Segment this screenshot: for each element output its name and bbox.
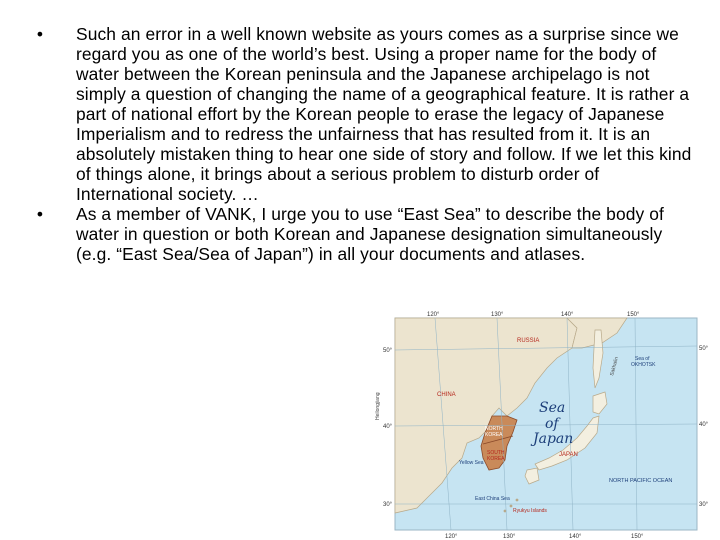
country-label: CHINA [437,392,456,398]
tick-label: 40° [383,424,393,430]
map-graphic [367,308,708,540]
tick-label: 120° [445,534,458,540]
bullet-text: As a member of VANK, I urge you to use “East Sea” to describe the body of water in question or both Korean and Japanese designation simultaneously (e.g. “East Sea/Sea of Japan”) in all your documents and atlases. [76,204,664,264]
tick-label: 150° [631,534,644,540]
ocean-label: NORTH PACIFIC OCEAN [609,478,673,484]
bullet-marker: • [36,24,44,44]
bullet-item [30,24,700,204]
tick-label: 140° [569,534,582,540]
ryukyu-island-marker [510,505,513,508]
sea-title-line: Japan [533,431,574,447]
country-label: KOREA [485,432,503,438]
bullet-list [30,24,700,264]
bullet-text: Such an error in a well known website as yours comes as a surprise since we regard you as one of the world’s best. Using a proper name for the body of water between the Korean peninsula and the Japanese archipelago is not simply a question of changing the name of a geographical feature. It is rather a part of national effort by the Korean people to erase the legacy of Japanese Imperialism and to redress the unfairness that has resulted from it. It is an absolutely mistaken thing to hear one side of story and follow. If we let this kind of things alone, it brings about a serious problem to disturb order of International society. … [76,24,692,204]
country-label: RUSSIA [517,338,540,344]
sea-title-line: of [545,416,559,432]
sea-label: East China Sea [475,496,510,502]
sea-of-japan-map [367,308,708,540]
island-label: Sakhalin [609,356,620,377]
country-label: KOREA [487,456,505,462]
bullet-item [30,204,700,264]
tick-label: 120° [427,312,440,318]
tick-label: 50° [383,348,393,354]
tick-label: 140° [561,312,574,318]
island-label: Ryukyu Islands [513,508,547,514]
sea-label: Yellow Sea [459,460,484,466]
country-label: JAPAN [559,452,578,458]
tick-label: 50° [699,346,708,352]
tick-label: 30° [383,502,393,508]
sea-label: OKHOTSK [631,362,656,368]
tick-label: 30° [699,502,708,508]
ryukyu-island-marker [516,499,519,502]
sea-label: Sea of [635,356,650,362]
country-label: NORTH [485,426,503,432]
tick-label: 40° [699,422,708,428]
bullet-marker: • [36,204,44,224]
tick-label: 130° [503,534,516,540]
country-label: SOUTH [487,450,505,456]
sea-title-line: Sea [539,400,566,416]
tick-label: 150° [627,312,640,318]
region-label: Heilongjiang [375,392,381,420]
tick-label: 130° [491,312,504,318]
